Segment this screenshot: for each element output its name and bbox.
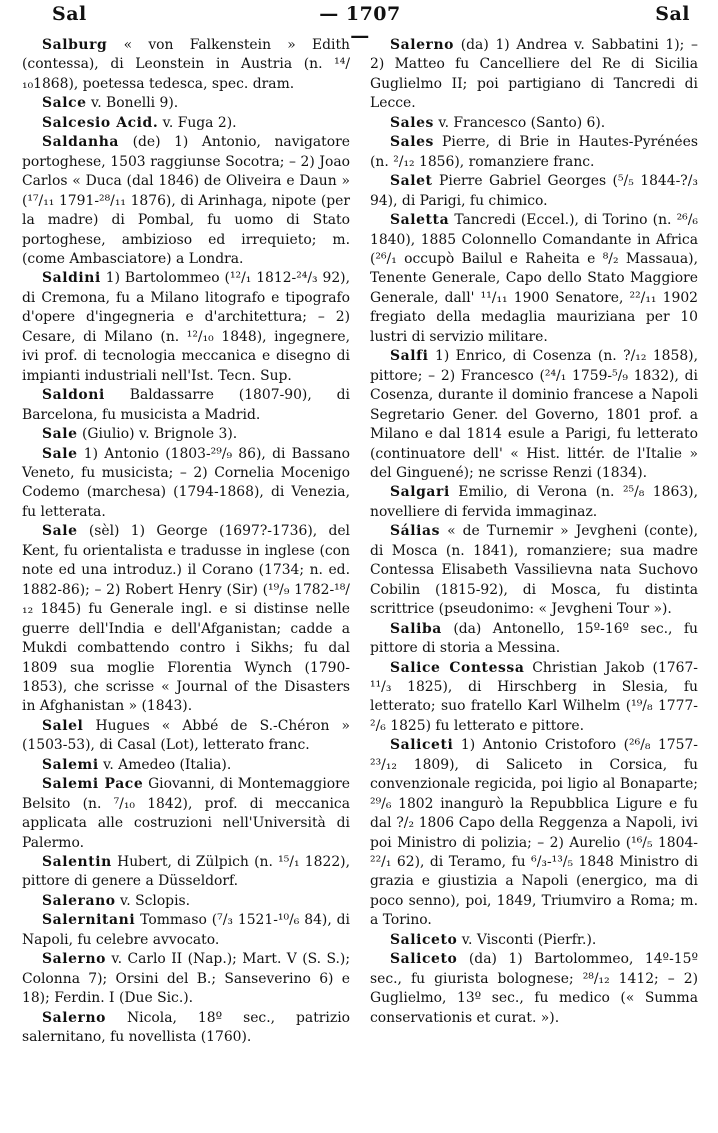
entry-headword: Saliceto [390, 931, 458, 948]
dictionary-entry [22, 386, 350, 425]
entry-headword: Salce [42, 95, 87, 112]
entry-text: 1) Enrico, di Cosenza (n. ?/₁₂ 1858), pittore; – 2) Francesco (²⁴/₁ 1759-⁵/₉ 1832), di Cosenza, durante il dominio francese a Napoli Segretario Gener. del Governo, 1801 prof. a Milano e dal 1814 esule a Parigi, fu letterato (continuatore dell' « Hist. littér. de l'Italie » del Ginguené); ne scrisse Renzi (1834). [370, 348, 698, 481]
entry-headword: Salemi [42, 756, 99, 773]
dictionary-entry [22, 911, 350, 950]
entry-text: v. Carlo II (Nap.); Mart. V (S. S.); Colonna 7); Orsini del B.; Sanseverino 6) e 18); Ferdin. I (Due Sic.). [22, 951, 350, 1007]
entry-headword: Salerano [42, 892, 116, 909]
entry-text: Christian Jakob (1767-¹¹/₃ 1825), di Hirschberg in Slesia, fu letterato; suo fratello Karl Wilhelm (¹⁹/₈ 1777-²/₆ 1825) fu letterato e pittore. [370, 659, 698, 734]
entry-headword: Saletta [390, 212, 450, 229]
entry-text: Tommaso (⁷/₃ 1521-¹⁰/₆ 84), di Napoli, fu celebre avvocato. [22, 912, 350, 948]
entry-text: Pierre Gabriel Georges (⁵/₅ 1844-?/₃ 94), di Parigi, fu chimico. [370, 173, 698, 209]
dictionary-entry [22, 114, 350, 133]
dictionary-entry [22, 1009, 350, 1048]
entry-headword: Salerno [42, 1009, 107, 1026]
dictionary-entry [22, 853, 350, 892]
dictionary-entry [22, 36, 350, 94]
entry-text: (de) 1) Antonio, navigatore portoghese, 1503 raggiunse Socotra; – 2) Joao Carlos « Duca (dal 1846) de Oliveira e Daun » (¹⁷/₁₁ 1791-²⁸/₁₁ 1876), di Arinhaga, nipote (per la madre) di Pombal, fu uomo di Stato portoghese, ambizioso ed irrequieto; m. (come Ambasciatore) a Londra. [22, 134, 350, 267]
entry-headword: Salerno [42, 951, 107, 968]
dictionary-entry [22, 775, 350, 853]
dictionary-entry [22, 94, 350, 113]
entry-headword: Sales [390, 114, 434, 131]
entry-text: v. Visconti (Pierfr.). [457, 931, 597, 948]
entry-headword: Salemi Pace [42, 776, 144, 793]
entry-headword: Sálias [390, 523, 441, 540]
dictionary-entry [370, 950, 698, 1028]
dictionary-entry [370, 114, 698, 133]
dictionary-entry [370, 522, 698, 619]
entry-text: « de Turnemir » Jevgheni (conte), di Mosca (n. 1841), romanziere; sua madre Contessa Elisabeth Vassilievna nata Suchovo Cobilin (1815-92), di Mosca, fu distinta scrittrice (pseudonimo: « Jevgheni Tour »). [370, 523, 698, 618]
entry-headword: Salel [42, 717, 84, 734]
dictionary-entry [370, 172, 698, 211]
entry-headword: Saldoni [42, 387, 105, 404]
entry-headword: Salfi [390, 348, 429, 365]
entry-text: Giovanni, di Montemaggiore Belsito (n. ⁷/₁₀ 1842), prof. di meccanica applicata alle costruzioni nell'Università di Palermo. [22, 776, 350, 851]
dictionary-entry [22, 425, 350, 444]
entry-text: (da) 1) Bartolommeo, 14º-15º sec., fu giurista bolognese; ²⁸/₁₂ 1412; – 2) Guglielmo, 13º sec., fu medico (« Summa conservationis et curat. »). [370, 951, 698, 1026]
entry-text: v. Amedeo (Italia). [98, 756, 232, 773]
dictionary-entry [22, 717, 350, 756]
dictionary-entry [370, 736, 698, 931]
running-head-right: Sal [655, 3, 690, 25]
dictionary-entry [370, 659, 698, 737]
entry-text: Hugues « Abbé de S.-Chéron » (1503-53), di Casal (Lot), letterato franc. [22, 717, 350, 754]
entry-text: « von Falkenstein » Edith (contessa), di Leonstein in Austria (n. ¹⁴/₁₀1868), poetessa tedesca, spec. dram. [22, 37, 350, 92]
entry-text: Baldassarre (1807-90), di Barcelona, fu musicista a Madrid. [22, 387, 350, 423]
dictionary-entry [22, 892, 350, 911]
dictionary-entry [22, 950, 350, 1008]
right-column [370, 36, 698, 1028]
left-column [22, 36, 350, 1048]
dictionary-entry [370, 211, 698, 347]
entry-headword: Salernitani [42, 912, 136, 929]
dictionary-entry [22, 269, 350, 386]
entry-text: Nicola, 18º sec., patrizio salernitano, fu novellista (1760). [22, 1009, 350, 1046]
entry-text: Emilio, di Verona (n. ²⁵/₈ 1863), novelliere di fervida immaginaz. [370, 484, 698, 520]
entry-headword: Saldini [42, 270, 101, 287]
entry-text: 1) Antonio Cristoforo (²⁶/₈ 1757-²³/₁₂ 1809), di Saliceto in Corsica, fu convenzionale regicida, poi ligio al Bonaparte; ²⁹/₆ 1802 inangurò la Repubblica Ligure e fu dal ?/₂ 1806 Capo della Reggenza a Napoli, ivi poi Ministro di polizia; – 2) Aurelio (¹⁶/₅ 1804-²²/₁ 62), di Teramo, fu ⁶/₃-¹³/₅ 1848 Ministro di grazia e giustizia a Napoli (energico, ma di poco senno), poi, 1849, Triumviro a Roma; m. a Torino. [370, 737, 698, 929]
dictionary-entry [370, 931, 698, 950]
entry-headword: Saldanha [42, 134, 120, 151]
entry-headword: Salice Contessa [390, 659, 525, 676]
page-number: — 1707 — [319, 3, 401, 47]
entry-text: v. Sclopis. [115, 892, 191, 909]
entry-text: v. Bonelli 9). [86, 95, 179, 112]
entry-text: Hubert, di Zülpich (n. ¹⁵/₁ 1822), pittore di genere a Düsseldorf. [22, 854, 350, 890]
dictionary-entry [370, 36, 698, 114]
entry-text: (da) Antonello, 15º-16º sec., fu pittore di storia a Messina. [370, 620, 698, 657]
entry-headword: Saliceto [390, 951, 458, 968]
entry-text: (Giulio) v. Brignole 3). [77, 426, 238, 443]
entry-headword: Sale [42, 523, 78, 540]
entry-text: 1) Bartolommeo (¹²/₁ 1812-²⁴/₃ 92), di Cremona, fu a Milano litografo e tipografo d'opere d'ingegneria e d'architettura; – 2) Cesare, di Milano (n. ¹²/₁₀ 1848), ingegnere, ivi prof. di tecnologia meccanica e disegno di impianti industriali nell'Ist. Tecn. Sup. [22, 270, 350, 384]
entry-text: Tancredi (Eccel.), di Torino (n. ²⁶/₆ 1840), 1885 Colonnello Comandante in Africa (²⁶/₁ occupò Bailul e Raheita e ⁸/₂ Massaua), Tenente Generale, Capo dello Stato Maggiore Generale, dall' ¹¹/₁₁ 1900 Senatore, ²²/₁₁ 1902 fregiato della medaglia mauriziana per 10 lustri di servizio militare. [370, 212, 698, 345]
entry-text: Pierre, di Brie in Hautes-Pyrénées (n. ²/₁₂ 1856), romanziere franc. [370, 134, 698, 170]
entry-headword: Salcesio Acid. [42, 114, 159, 131]
entry-headword: Salgari [390, 484, 450, 501]
dictionary-entry [22, 445, 350, 523]
dictionary-entry [370, 347, 698, 483]
dictionary-entry [370, 620, 698, 659]
dictionary-entry [22, 522, 350, 717]
entry-text: v. Fuga 2). [158, 114, 237, 131]
entry-text: (da) 1) Andrea v. Sabbatini 1); – 2) Matteo fu Cancelliere del Re di Sicilia Guglielmo II; poi partigiano di Tancredi di Lecce. [370, 37, 698, 112]
entry-text: (sèl) 1) George (1697?-1736), del Kent, fu orientalista e tradusse in inglese (con note ed una introduz.) il Corano (1734; n. ed. 1882-86); – 2) Robert Henry (Sir) (¹⁹/₉ 1782-¹⁸/₁₂ 1845) fu Generale ingl. e si distinse nelle guerre dell'India e dell'Afganistan; cadde a Mukdi combattendo contro i Sikhs; fu dal 1809 sua moglie Florentia Wynch (1790-1853), che scrisse « Journal of the Disasters in Afghanistan » (1843). [22, 523, 350, 715]
entry-headword: Sale [42, 426, 78, 443]
entry-headword: Salerno [390, 37, 455, 53]
dictionary-entry [22, 756, 350, 775]
running-head-left: Sal [52, 3, 87, 25]
entry-text: v. Francesco (Santo) 6). [433, 114, 606, 131]
entry-headword: Sales [390, 134, 434, 151]
dictionary-entry [370, 133, 698, 172]
entry-text: 1) Antonio (1803-²⁹/₉ 86), di Bassano Veneto, fu musicista; – 2) Cornelia Mocenigo Codemo (marchesa) (1794-1868), di Venezia, fu letterata. [22, 445, 350, 520]
entry-headword: Salburg [42, 37, 108, 53]
entry-headword: Salet [390, 173, 433, 190]
dictionary-entry [22, 133, 350, 269]
entry-headword: Saliba [390, 620, 442, 637]
entry-headword: Sale [42, 445, 78, 462]
dictionary-entry [370, 483, 698, 522]
entry-headword: Salentin [42, 854, 112, 871]
entry-headword: Saliceti [390, 737, 454, 754]
